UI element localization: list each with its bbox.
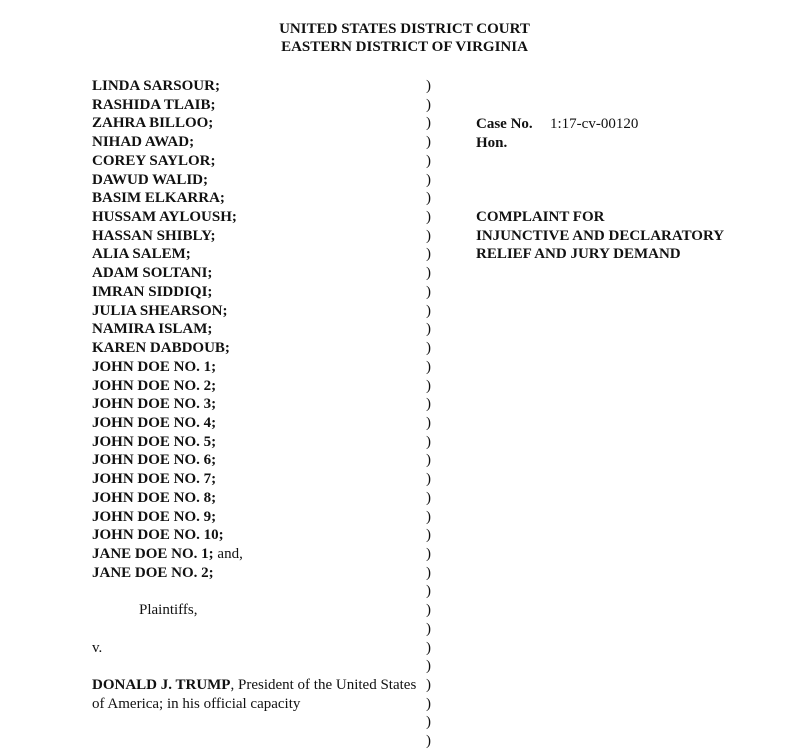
paren-mark: ): [426, 246, 431, 263]
paren-mark: ): [426, 340, 431, 357]
plaintiff-item: JOHN DOE NO. 7;: [92, 471, 217, 488]
plaintiff-item: JANE DOE NO. 2;: [92, 564, 214, 581]
paren-mark: ): [426, 583, 431, 600]
party-list: [92, 77, 427, 713]
paren-mark: ): [426, 321, 431, 338]
court-header: [0, 20, 809, 56]
paren-mark: ): [426, 377, 431, 394]
plaintiff-item: KAREN DABDOUB;: [92, 340, 230, 357]
paren-mark: ): [426, 283, 431, 300]
plaintiff-item: LINDA SARSOUR;: [92, 78, 220, 94]
case-number-label: Case No.: [476, 116, 533, 132]
defendant-name: DONALD J. TRUMP: [92, 677, 231, 693]
plaintiff-item: ALIA SALEM;: [92, 246, 191, 263]
paren-mark: ): [426, 358, 431, 375]
defendant-entry: [92, 676, 427, 713]
paren-mark: ): [426, 452, 431, 469]
paren-mark: ): [426, 602, 431, 619]
plaintiff-item: ZAHRA BILLOO;: [92, 115, 214, 132]
paren-mark: ): [426, 695, 431, 712]
plaintiff-item: NIHAD AWAD;: [92, 134, 195, 151]
paren-mark: ): [426, 714, 431, 731]
versus-label: v.: [92, 639, 103, 656]
plaintiff-item: JOHN DOE NO. 9;: [92, 508, 217, 525]
court-name: UNITED STATES DISTRICT COURT: [279, 21, 530, 37]
plaintiffs-label: Plaintiffs,: [139, 602, 198, 619]
paren-mark: ): [426, 396, 431, 413]
plaintiff-item: JULIA SHEARSON;: [92, 302, 228, 319]
paren-mark: ): [426, 209, 431, 226]
paren-mark: ): [426, 190, 431, 207]
plaintiff-item: HUSSAM AYLOUSH;: [92, 209, 237, 226]
case-number-row: [476, 115, 638, 134]
case-info: [476, 115, 638, 152]
paren-mark: ): [426, 733, 431, 750]
paren-mark: ): [426, 620, 431, 637]
paren-mark: ): [426, 677, 431, 693]
plaintiff-item: BASIM ELKARRA;: [92, 190, 225, 207]
paren-mark: ): [426, 414, 431, 431]
plaintiff-item: HASSAN SHIBLY;: [92, 227, 216, 244]
plaintiff-item: JANE DOE NO. 1; and,: [92, 545, 243, 562]
plaintiff-item: ADAM SOLTANI;: [92, 265, 213, 282]
paren-mark: ): [426, 471, 431, 488]
paren-mark: ): [426, 527, 431, 544]
paren-mark: ): [426, 658, 431, 675]
judge-label: Hon.: [476, 134, 508, 151]
caption-parentheses: [426, 77, 438, 751]
paren-mark: ): [426, 564, 431, 581]
paren-mark: ): [426, 96, 431, 113]
paren-mark: ): [426, 302, 431, 319]
plaintiff-item: IMRAN SIDDIQI;: [92, 283, 213, 300]
complaint-title-line: RELIEF AND JURY DEMAND: [476, 246, 681, 263]
complaint-title: [476, 208, 796, 264]
paren-mark: ): [426, 227, 431, 244]
plaintiff-item: JOHN DOE NO. 1;: [92, 358, 217, 375]
plaintiff-item: JOHN DOE NO. 2;: [92, 377, 217, 394]
plaintiff-item: JOHN DOE NO. 5;: [92, 433, 217, 450]
paren-mark: ): [426, 545, 431, 562]
plaintiff-item: NAMIRA ISLAM;: [92, 321, 213, 338]
plaintiff-item: JOHN DOE NO. 6;: [92, 452, 217, 469]
plaintiff-item: JOHN DOE NO. 10;: [92, 527, 224, 544]
paren-mark: ): [426, 78, 431, 94]
plaintiff-item: COREY SAYLOR;: [92, 152, 216, 169]
spacer: [92, 657, 427, 676]
paren-mark: ): [426, 265, 431, 282]
paren-mark: ): [426, 115, 431, 132]
paren-mark: ): [426, 508, 431, 525]
complaint-title-line: INJUNCTIVE AND DECLARATORY: [476, 227, 725, 244]
plaintiff-item: JOHN DOE NO. 3;: [92, 396, 217, 413]
case-number-value: 1:17-cv-00120: [550, 116, 639, 132]
district-name: EASTERN DISTRICT OF VIRGINIA: [281, 39, 528, 55]
judge-row: [476, 134, 638, 153]
defendant-description: , President of the United States of America; in his official capacity: [92, 677, 417, 712]
paren-mark: ): [426, 152, 431, 169]
spacer: [92, 582, 427, 601]
paren-mark: ): [426, 433, 431, 450]
paren-mark: ): [426, 134, 431, 151]
plaintiff-item: RASHIDA TLAIB;: [92, 96, 216, 113]
paren-mark: ): [426, 639, 431, 656]
paren-mark: ): [426, 171, 431, 188]
paren-mark: ): [426, 489, 431, 506]
spacer: [92, 620, 427, 639]
plaintiff-item: DAWUD WALID;: [92, 171, 208, 188]
plaintiff-item: JOHN DOE NO. 8;: [92, 489, 217, 506]
plaintiff-item: JOHN DOE NO. 4;: [92, 414, 217, 431]
complaint-title-line: COMPLAINT FOR: [476, 209, 605, 225]
